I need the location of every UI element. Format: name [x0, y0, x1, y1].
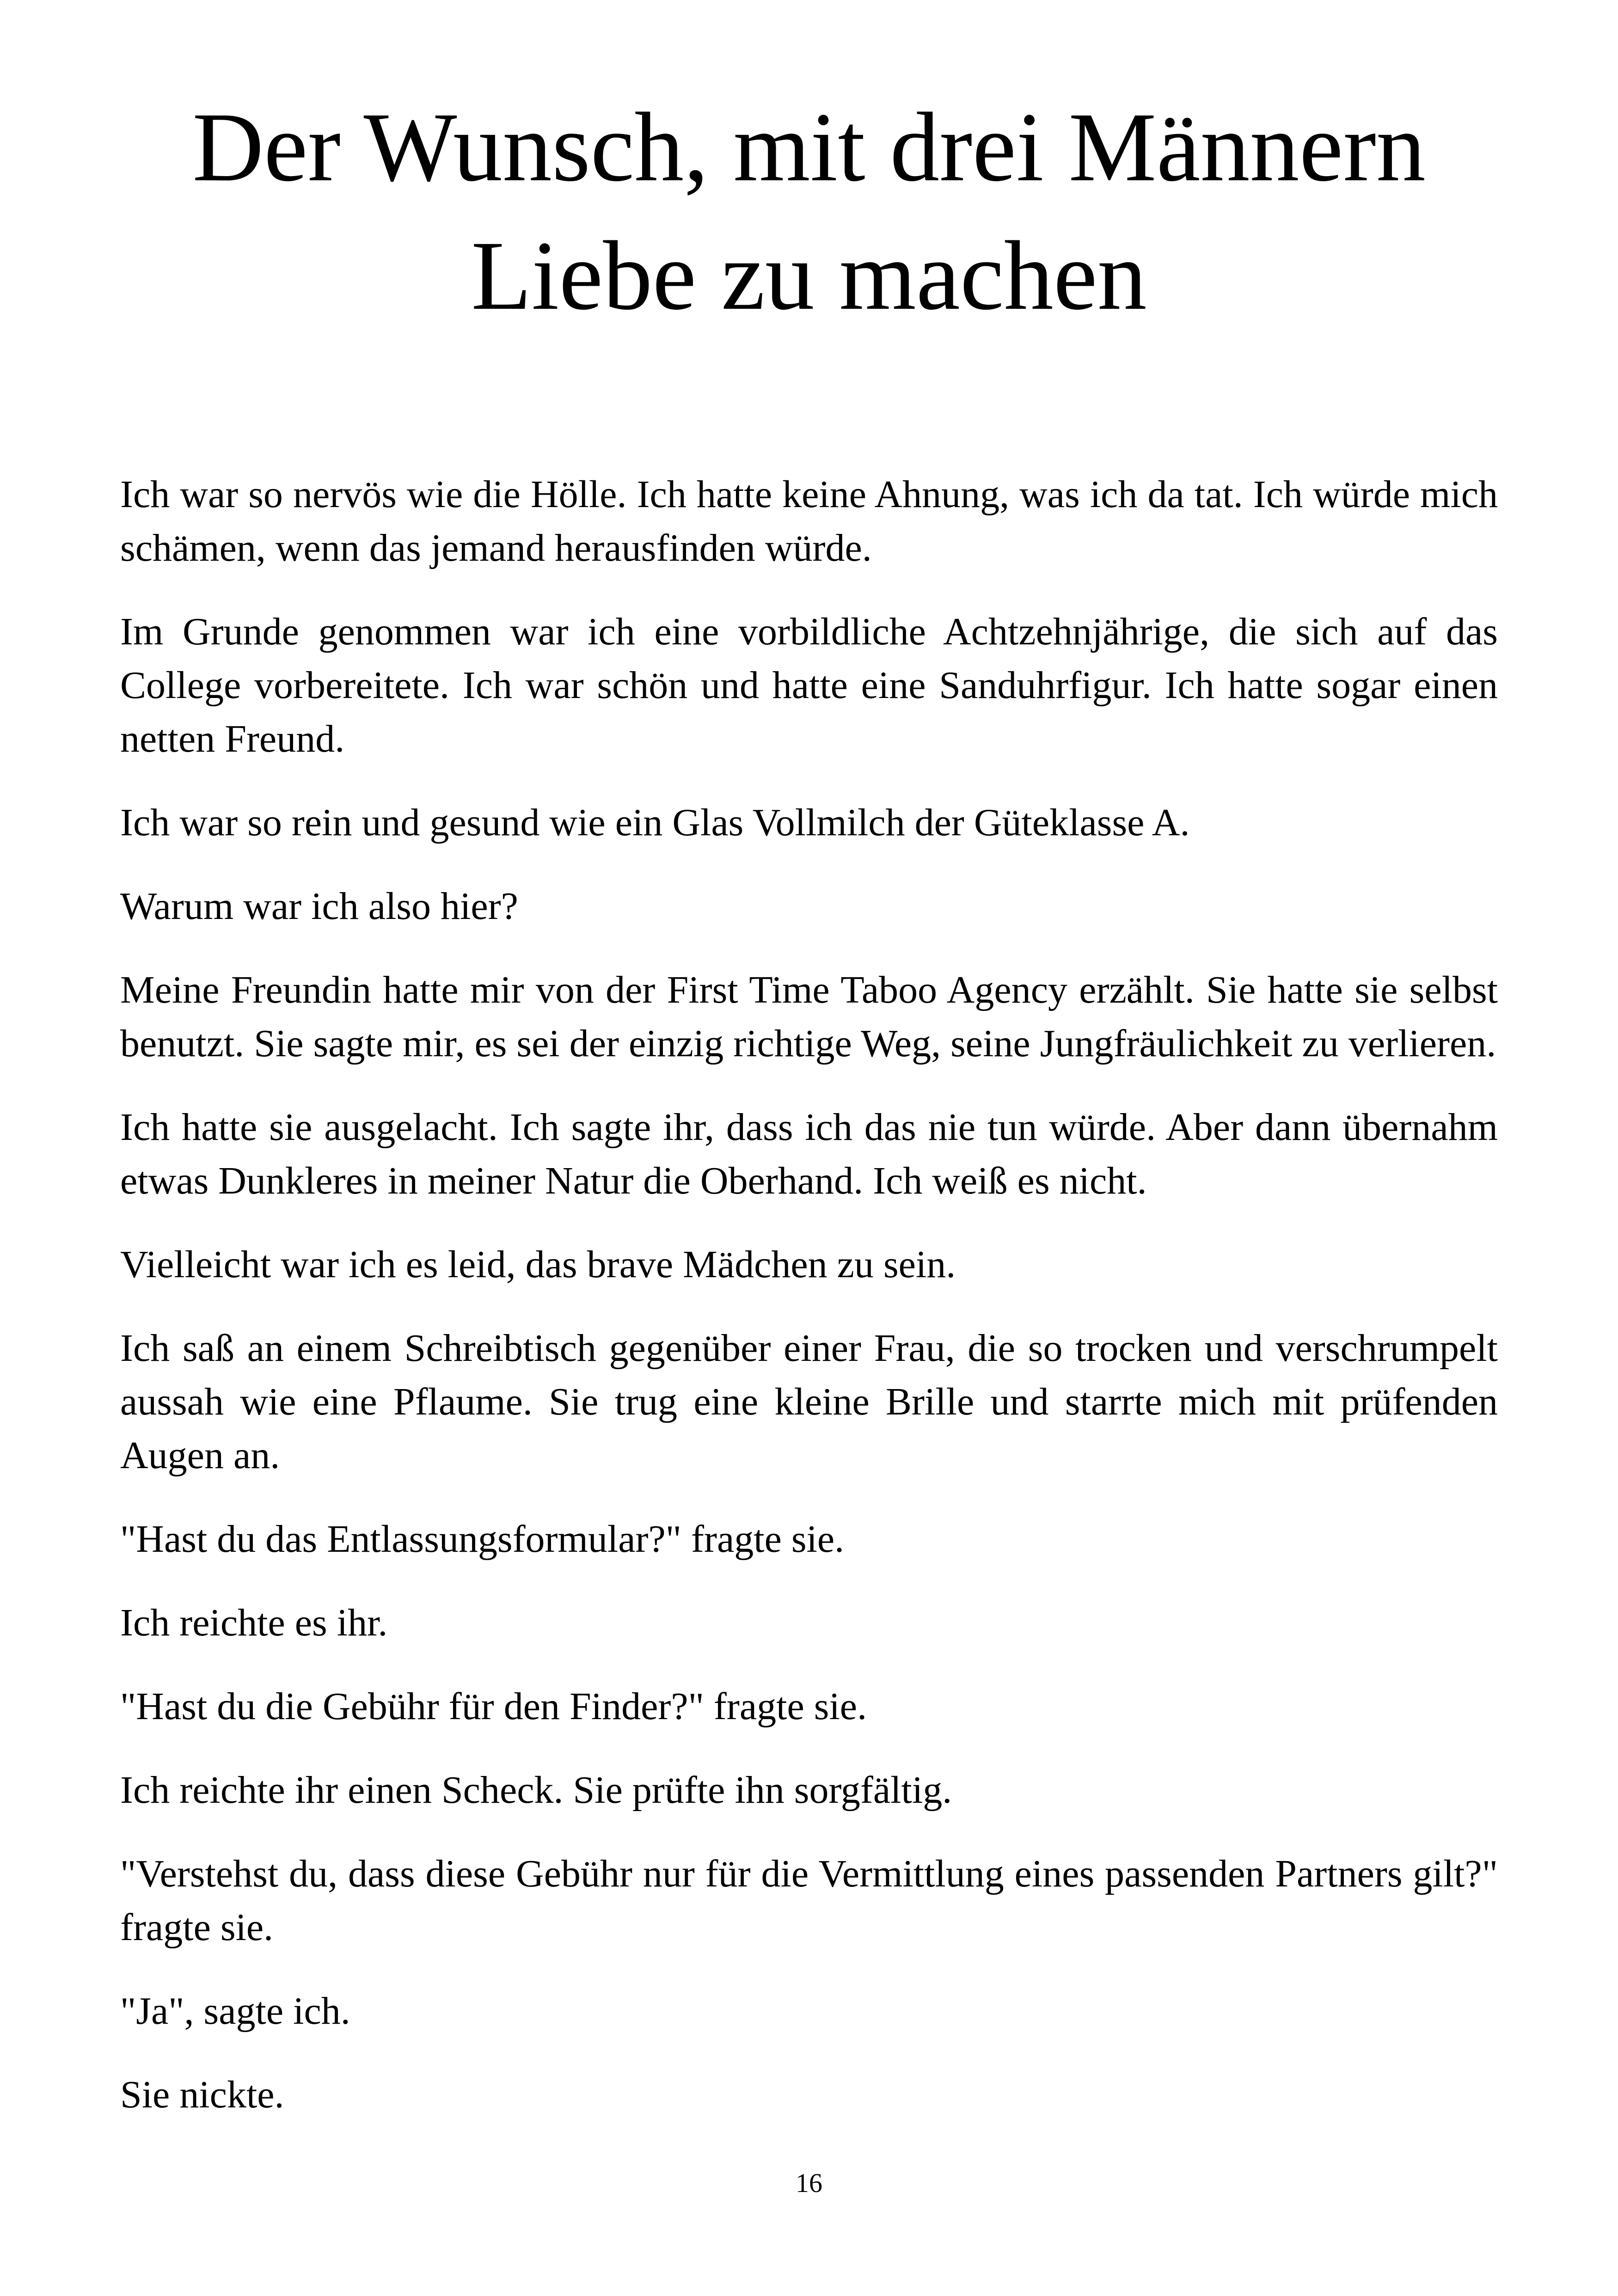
- paragraph: Meine Freundin hatte mir von der First Time Taboo Agency erzählt. Sie hatte sie selbst benutzt. Sie sagte mir, es sei der einzig richtige Weg, seine Jungfräulichkeit zu verlieren.: [120, 968, 1498, 1065]
- paragraph: Im Grunde genommen war ich eine vorbildliche Achtzehnjährige, die sich auf das College vorbereitete. Ich war schön und hatte eine Sanduhrfigur. Ich hatte sogar einen netten Freund.: [120, 610, 1498, 760]
- paragraph: Ich reichte ihr einen Scheck. Sie prüfte ihn sorgfältig.: [120, 1769, 952, 1812]
- paragraph: Ich reichte es ihr.: [120, 1601, 388, 1644]
- paragraph: "Ja", sagte ich.: [120, 1990, 350, 2033]
- paragraph: Ich war so rein und gesund wie ein Glas Vollmilch der Güteklasse A.: [120, 801, 1190, 844]
- chapter-title-line-1: Der Wunsch, mit drei Männern: [192, 92, 1426, 202]
- chapter-title: [0, 83, 1618, 340]
- page-number: 16: [796, 2168, 822, 2198]
- paragraph: "Verstehst du, dass diese Gebühr nur für die Vermittlung eines passenden Partners gilt?" fragte sie.: [120, 1852, 1498, 1949]
- paragraph: Sie nickte.: [120, 2073, 284, 2116]
- paragraph: "Hast du die Gebühr für den Finder?" fragte sie.: [120, 1685, 867, 1728]
- paragraph: Ich war so nervös wie die Hölle. Ich hatte keine Ahnung, was ich da tat. Ich würde mich schämen, wenn das jemand herausfinden würde.: [120, 473, 1498, 569]
- chapter-title-line-2: Liebe zu machen: [471, 221, 1147, 331]
- body-text: [120, 468, 1498, 2152]
- paragraph: "Hast du das Entlassungsformular?" fragte sie.: [120, 1518, 845, 1561]
- paragraph: Ich hatte sie ausgelacht. Ich sagte ihr, dass ich das nie tun würde. Aber dann übernahm etwas Dunkleres in meiner Natur die Oberhand. Ich weiß es nicht.: [120, 1106, 1498, 1202]
- paragraph: Ich saß an einem Schreibtisch gegenüber einer Frau, die so trocken und verschrumpelt aussah wie eine Pflaume. Sie trug eine kleine Brille und starrte mich mit prüfenden Augen an.: [120, 1327, 1498, 1477]
- paragraph: Vielleicht war ich es leid, das brave Mädchen zu sein.: [120, 1243, 956, 1286]
- paragraph: Warum war ich also hier?: [120, 885, 518, 928]
